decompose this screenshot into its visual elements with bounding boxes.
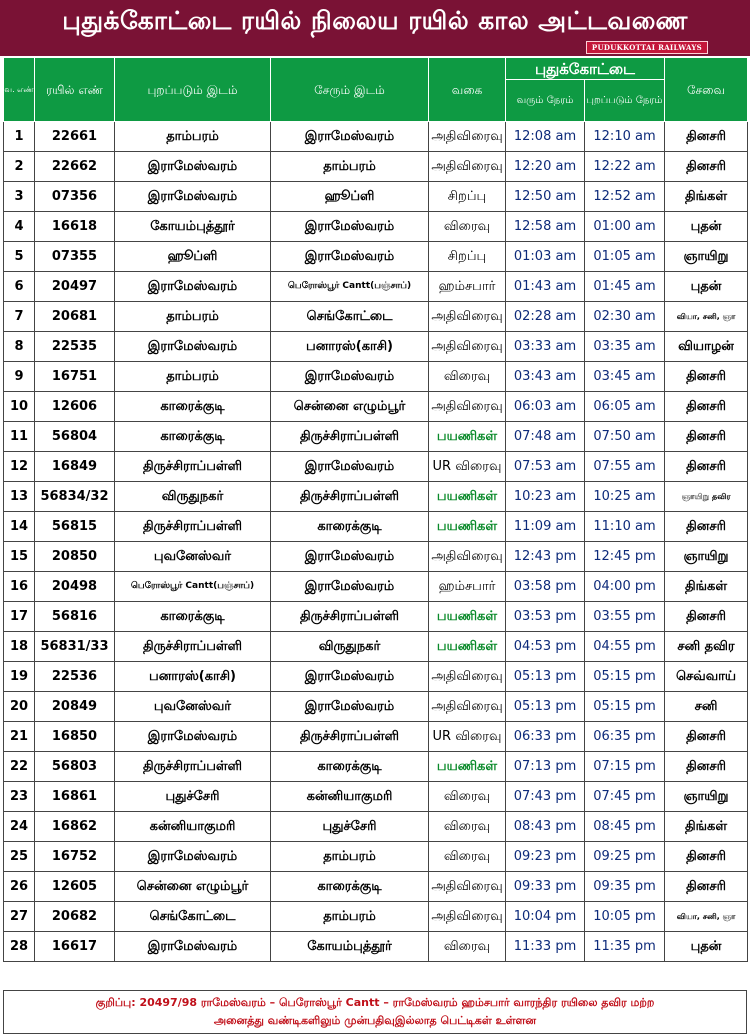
train-number-cell: 16617 [35, 932, 115, 962]
origin-cell: திருச்சிராப்பள்ளி [115, 752, 271, 782]
header-from: புறப்படும் இடம் [115, 58, 271, 122]
train-type-cell: பயணிகள் [429, 512, 506, 542]
table-row [4, 272, 748, 302]
serial-cell: 15 [4, 542, 35, 572]
arrival-time-cell: 06:03 am [506, 392, 585, 422]
service-days-cell: தினசரி [665, 872, 748, 902]
departure-time-cell: 06:05 am [585, 392, 665, 422]
header-train-no: ரயில் எண் [35, 58, 115, 122]
arrival-time-cell: 12:08 am [506, 122, 585, 152]
arrival-time-cell: 05:13 pm [506, 662, 585, 692]
arrival-time-cell: 07:53 am [506, 452, 585, 482]
departure-time-cell: 05:15 pm [585, 662, 665, 692]
destination-cell: காரைக்குடி [271, 752, 429, 782]
train-number-cell: 20850 [35, 542, 115, 572]
departure-time-cell: 07:50 am [585, 422, 665, 452]
service-days-cell: ஞாயிறு தவிர [665, 482, 748, 512]
origin-cell: திருச்சிராப்பள்ளி [115, 512, 271, 542]
destination-cell: இராமேஸ்வரம் [271, 542, 429, 572]
service-days-cell: தினசரி [665, 842, 748, 872]
train-number-cell: 56834/32 [35, 482, 115, 512]
service-days-cell: வியா, சனி, ஞா [665, 902, 748, 932]
train-number-cell: 12606 [35, 392, 115, 422]
train-number-cell: 16861 [35, 782, 115, 812]
origin-cell: தாம்பரம் [115, 302, 271, 332]
train-type-cell: விரைவு [429, 212, 506, 242]
arrival-time-cell: 01:03 am [506, 242, 585, 272]
serial-cell: 11 [4, 422, 35, 452]
destination-cell: விருதுநகர் [271, 632, 429, 662]
table-row [4, 362, 748, 392]
train-number-cell: 16751 [35, 362, 115, 392]
train-type-cell: அதிவிரைவு [429, 392, 506, 422]
table-row [4, 452, 748, 482]
train-number-cell: 16618 [35, 212, 115, 242]
train-type-cell: அதிவிரைவு [429, 662, 506, 692]
train-type-cell: ஹம்சபார் [429, 272, 506, 302]
service-days-cell: புதன் [665, 212, 748, 242]
departure-time-cell: 07:45 pm [585, 782, 665, 812]
train-number-cell: 20849 [35, 692, 115, 722]
destination-cell: இராமேஸ்வரம் [271, 362, 429, 392]
train-type-cell: UR விரைவு [429, 722, 506, 752]
header-departure: புறப்படும் நேரம் [585, 80, 665, 122]
train-number-cell: 22536 [35, 662, 115, 692]
train-type-cell: அதிவிரைவு [429, 302, 506, 332]
departure-time-cell: 12:10 am [585, 122, 665, 152]
brand-badge: PUDUKKOTTAI RAILWAYS [586, 41, 708, 54]
origin-cell: பனாரஸ்(காசி) [115, 662, 271, 692]
arrival-time-cell: 10:04 pm [506, 902, 585, 932]
train-number-cell: 56804 [35, 422, 115, 452]
page-title: புதுக்கோட்டை ரயில் நிலைய ரயில் கால அட்டவணை [0, 0, 750, 56]
departure-time-cell: 03:35 am [585, 332, 665, 362]
destination-cell: திருச்சிராப்பள்ளி [271, 722, 429, 752]
table-row [4, 902, 748, 932]
origin-cell: காரைக்குடி [115, 422, 271, 452]
serial-cell: 1 [4, 122, 35, 152]
table-row [4, 782, 748, 812]
serial-cell: 21 [4, 722, 35, 752]
origin-cell: செங்கோட்டை [115, 902, 271, 932]
departure-time-cell: 06:35 pm [585, 722, 665, 752]
departure-time-cell: 09:35 pm [585, 872, 665, 902]
departure-time-cell: 04:00 pm [585, 572, 665, 602]
destination-cell: காரைக்குடி [271, 512, 429, 542]
table-row [4, 932, 748, 962]
arrival-time-cell: 08:43 pm [506, 812, 585, 842]
train-number-cell: 16849 [35, 452, 115, 482]
train-type-cell: பயணிகள் [429, 632, 506, 662]
origin-cell: இராமேஸ்வரம் [115, 182, 271, 212]
arrival-time-cell: 10:23 am [506, 482, 585, 512]
serial-cell: 16 [4, 572, 35, 602]
origin-cell: புதுச்சேரி [115, 782, 271, 812]
train-number-cell: 16752 [35, 842, 115, 872]
train-number-cell: 20498 [35, 572, 115, 602]
service-days-cell: திங்கள் [665, 182, 748, 212]
service-days-cell: ஞாயிறு [665, 782, 748, 812]
train-type-cell: அதிவிரைவு [429, 902, 506, 932]
train-type-cell: அதிவிரைவு [429, 332, 506, 362]
header-row [4, 58, 748, 80]
service-days-cell: தினசரி [665, 452, 748, 482]
service-days-cell: திங்கள் [665, 812, 748, 842]
service-days-cell: தினசரி [665, 362, 748, 392]
serial-cell: 27 [4, 902, 35, 932]
header-arrival: வரும் நேரம் [506, 80, 585, 122]
destination-cell: புதுச்சேரி [271, 812, 429, 842]
origin-cell: ஹூப்ளி [115, 242, 271, 272]
train-number-cell: 12605 [35, 872, 115, 902]
train-number-cell: 56831/33 [35, 632, 115, 662]
destination-cell: கோயம்புத்தூர் [271, 932, 429, 962]
train-type-cell: அதிவிரைவு [429, 122, 506, 152]
arrival-time-cell: 06:33 pm [506, 722, 585, 752]
train-type-cell: பயணிகள் [429, 482, 506, 512]
table-row [4, 152, 748, 182]
origin-cell: தாம்பரம் [115, 122, 271, 152]
table-row [4, 752, 748, 782]
serial-cell: 17 [4, 602, 35, 632]
header-to: சேரும் இடம் [271, 58, 429, 122]
train-number-cell: 16850 [35, 722, 115, 752]
train-number-cell: 22535 [35, 332, 115, 362]
table-row [4, 872, 748, 902]
arrival-time-cell: 12:50 am [506, 182, 585, 212]
serial-cell: 19 [4, 662, 35, 692]
train-type-cell: அதிவிரைவு [429, 872, 506, 902]
table-row [4, 542, 748, 572]
service-days-cell: தினசரி [665, 392, 748, 422]
train-type-cell: பயணிகள் [429, 422, 506, 452]
origin-cell: இராமேஸ்வரம் [115, 332, 271, 362]
origin-cell: கன்னியாகுமரி [115, 812, 271, 842]
table-row [4, 422, 748, 452]
arrival-time-cell: 02:28 am [506, 302, 585, 332]
table-row [4, 242, 748, 272]
destination-cell: இராமேஸ்வரம் [271, 662, 429, 692]
serial-cell: 28 [4, 932, 35, 962]
table-row [4, 332, 748, 362]
service-days-cell: தினசரி [665, 752, 748, 782]
service-days-cell: வியாழன் [665, 332, 748, 362]
service-days-cell: தினசரி [665, 152, 748, 182]
serial-cell: 7 [4, 302, 35, 332]
arrival-time-cell: 03:43 am [506, 362, 585, 392]
destination-cell: திருச்சிராப்பள்ளி [271, 422, 429, 452]
table-row [4, 572, 748, 602]
arrival-time-cell: 03:33 am [506, 332, 585, 362]
destination-cell: செங்கோட்டை [271, 302, 429, 332]
table-row [4, 602, 748, 632]
train-number-cell: 20682 [35, 902, 115, 932]
footer-line-2: அனைத்து வண்டிகளிலும் முன்பதிவுஇல்லாத பெட்டிகள் உள்ளன [213, 1014, 537, 1027]
destination-cell: இராமேஸ்வரம் [271, 452, 429, 482]
serial-cell: 9 [4, 362, 35, 392]
destination-cell: கன்னியாகுமரி [271, 782, 429, 812]
origin-cell: இராமேஸ்வரம் [115, 152, 271, 182]
destination-cell: காரைக்குடி [271, 872, 429, 902]
serial-cell: 13 [4, 482, 35, 512]
service-days-cell: ஞாயிறு [665, 242, 748, 272]
destination-cell: தாம்பரம் [271, 152, 429, 182]
service-days-cell: சனி தவிர [665, 632, 748, 662]
train-number-cell: 16862 [35, 812, 115, 842]
table-row [4, 662, 748, 692]
origin-cell: புவனேஸ்வர் [115, 542, 271, 572]
train-type-cell: சிறப்பு [429, 182, 506, 212]
origin-cell: விருதுநகர் [115, 482, 271, 512]
arrival-time-cell: 12:20 am [506, 152, 585, 182]
departure-time-cell: 12:45 pm [585, 542, 665, 572]
table-row [4, 812, 748, 842]
arrival-time-cell: 03:58 pm [506, 572, 585, 602]
origin-cell: காரைக்குடி [115, 602, 271, 632]
serial-cell: 23 [4, 782, 35, 812]
table-row [4, 482, 748, 512]
departure-time-cell: 05:15 pm [585, 692, 665, 722]
train-type-cell: விரைவு [429, 362, 506, 392]
destination-cell: ஹூப்ளி [271, 182, 429, 212]
train-type-cell: ஹம்சபார் [429, 572, 506, 602]
table-row [4, 632, 748, 662]
train-number-cell: 56803 [35, 752, 115, 782]
origin-cell: தாம்பரம் [115, 362, 271, 392]
serial-cell: 25 [4, 842, 35, 872]
footer-note [3, 990, 747, 1034]
arrival-time-cell: 12:43 pm [506, 542, 585, 572]
service-days-cell: செவ்வாய் [665, 662, 748, 692]
train-number-cell: 07355 [35, 242, 115, 272]
destination-cell: திருச்சிராப்பள்ளி [271, 602, 429, 632]
footer-line-1: குறிப்பு: 20497/98 ராமேஸ்வரம் – பெரோஸ்பூர் Cantt – ராமேஸ்வரம் ஹம்சபார் வாரந்திர ரயிலை தவிர மற்ற [95, 996, 655, 1009]
arrival-time-cell: 09:33 pm [506, 872, 585, 902]
table-row [4, 842, 748, 872]
arrival-time-cell: 01:43 am [506, 272, 585, 302]
departure-time-cell: 08:45 pm [585, 812, 665, 842]
train-type-cell: விரைவு [429, 842, 506, 872]
arrival-time-cell: 11:33 pm [506, 932, 585, 962]
destination-cell: இராமேஸ்வரம் [271, 572, 429, 602]
serial-cell: 18 [4, 632, 35, 662]
service-days-cell: தினசரி [665, 122, 748, 152]
departure-time-cell: 02:30 am [585, 302, 665, 332]
service-days-cell: தினசரி [665, 602, 748, 632]
train-number-cell: 22661 [35, 122, 115, 152]
departure-time-cell: 03:45 am [585, 362, 665, 392]
departure-time-cell: 11:10 am [585, 512, 665, 542]
departure-time-cell: 10:05 pm [585, 902, 665, 932]
origin-cell: இராமேஸ்வரம் [115, 932, 271, 962]
departure-time-cell: 01:00 am [585, 212, 665, 242]
table-row [4, 302, 748, 332]
service-days-cell: புதன் [665, 932, 748, 962]
timetable-table [3, 57, 748, 962]
service-days-cell: புதன் [665, 272, 748, 302]
destination-cell: இராமேஸ்வரம் [271, 212, 429, 242]
destination-cell: பனாரஸ்(காசி) [271, 332, 429, 362]
departure-time-cell: 12:52 am [585, 182, 665, 212]
departure-time-cell: 09:25 pm [585, 842, 665, 872]
departure-time-cell: 12:22 am [585, 152, 665, 182]
service-days-cell: தினசரி [665, 422, 748, 452]
table-row [4, 722, 748, 752]
train-number-cell: 07356 [35, 182, 115, 212]
arrival-time-cell: 09:23 pm [506, 842, 585, 872]
serial-cell: 4 [4, 212, 35, 242]
destination-cell: திருச்சிராப்பள்ளி [271, 482, 429, 512]
destination-cell: தாம்பரம் [271, 842, 429, 872]
train-type-cell: பயணிகள் [429, 602, 506, 632]
origin-cell: திருச்சிராப்பள்ளி [115, 452, 271, 482]
arrival-time-cell: 11:09 am [506, 512, 585, 542]
train-type-cell: பயணிகள் [429, 752, 506, 782]
header-serial: வ. எண் [4, 58, 35, 122]
departure-time-cell: 11:35 pm [585, 932, 665, 962]
train-type-cell: அதிவிரைவு [429, 152, 506, 182]
table-row [4, 182, 748, 212]
serial-cell: 10 [4, 392, 35, 422]
train-type-cell: சிறப்பு [429, 242, 506, 272]
origin-cell: புவனேஸ்வர் [115, 692, 271, 722]
destination-cell: இராமேஸ்வரம் [271, 692, 429, 722]
serial-cell: 14 [4, 512, 35, 542]
table-row [4, 692, 748, 722]
origin-cell: இராமேஸ்வரம் [115, 272, 271, 302]
train-type-cell: விரைவு [429, 932, 506, 962]
service-days-cell: ஞாயிறு [665, 542, 748, 572]
origin-cell: இராமேஸ்வரம் [115, 842, 271, 872]
service-days-cell: வியா, சனி, ஞா [665, 302, 748, 332]
destination-cell: சென்னை எழும்பூர் [271, 392, 429, 422]
serial-cell: 20 [4, 692, 35, 722]
origin-cell: சென்னை எழும்பூர் [115, 872, 271, 902]
origin-cell: பெரோஸ்பூர் Cantt(பஞ்சாப்) [115, 572, 271, 602]
origin-cell: திருச்சிராப்பள்ளி [115, 632, 271, 662]
serial-cell: 3 [4, 182, 35, 212]
departure-time-cell: 07:15 pm [585, 752, 665, 782]
destination-cell: பெரோஸ்பூர் Cantt(பஞ்சாப்) [271, 272, 429, 302]
arrival-time-cell: 04:53 pm [506, 632, 585, 662]
serial-cell: 24 [4, 812, 35, 842]
train-number-cell: 56816 [35, 602, 115, 632]
arrival-time-cell: 07:43 pm [506, 782, 585, 812]
header-type: வகை [429, 58, 506, 122]
serial-cell: 2 [4, 152, 35, 182]
departure-time-cell: 07:55 am [585, 452, 665, 482]
serial-cell: 6 [4, 272, 35, 302]
departure-time-cell: 01:05 am [585, 242, 665, 272]
arrival-time-cell: 03:53 pm [506, 602, 585, 632]
service-days-cell: திங்கள் [665, 572, 748, 602]
arrival-time-cell: 12:58 am [506, 212, 585, 242]
header-station: புதுக்கோட்டை [506, 58, 665, 80]
serial-cell: 26 [4, 872, 35, 902]
train-number-cell: 56815 [35, 512, 115, 542]
train-type-cell: அதிவிரைவு [429, 542, 506, 572]
table-row [4, 122, 748, 152]
train-type-cell: விரைவு [429, 812, 506, 842]
arrival-time-cell: 05:13 pm [506, 692, 585, 722]
train-number-cell: 20681 [35, 302, 115, 332]
departure-time-cell: 10:25 am [585, 482, 665, 512]
table-row [4, 512, 748, 542]
train-type-cell: அதிவிரைவு [429, 692, 506, 722]
serial-cell: 12 [4, 452, 35, 482]
origin-cell: காரைக்குடி [115, 392, 271, 422]
train-type-cell: UR விரைவு [429, 452, 506, 482]
service-days-cell: சனி [665, 692, 748, 722]
arrival-time-cell: 07:48 am [506, 422, 585, 452]
header-service: சேவை [665, 58, 748, 122]
destination-cell: இராமேஸ்வரம் [271, 242, 429, 272]
destination-cell: தாம்பரம் [271, 902, 429, 932]
origin-cell: இராமேஸ்வரம் [115, 722, 271, 752]
serial-cell: 8 [4, 332, 35, 362]
departure-time-cell: 04:55 pm [585, 632, 665, 662]
train-number-cell: 22662 [35, 152, 115, 182]
arrival-time-cell: 07:13 pm [506, 752, 585, 782]
serial-cell: 5 [4, 242, 35, 272]
service-days-cell: தினசரி [665, 512, 748, 542]
table-row [4, 212, 748, 242]
train-type-cell: விரைவு [429, 782, 506, 812]
serial-cell: 22 [4, 752, 35, 782]
departure-time-cell: 01:45 am [585, 272, 665, 302]
departure-time-cell: 03:55 pm [585, 602, 665, 632]
table-row [4, 392, 748, 422]
destination-cell: இராமேஸ்வரம் [271, 122, 429, 152]
train-number-cell: 20497 [35, 272, 115, 302]
service-days-cell: தினசரி [665, 722, 748, 752]
origin-cell: கோயம்புத்தூர் [115, 212, 271, 242]
timetable-body [4, 122, 748, 962]
